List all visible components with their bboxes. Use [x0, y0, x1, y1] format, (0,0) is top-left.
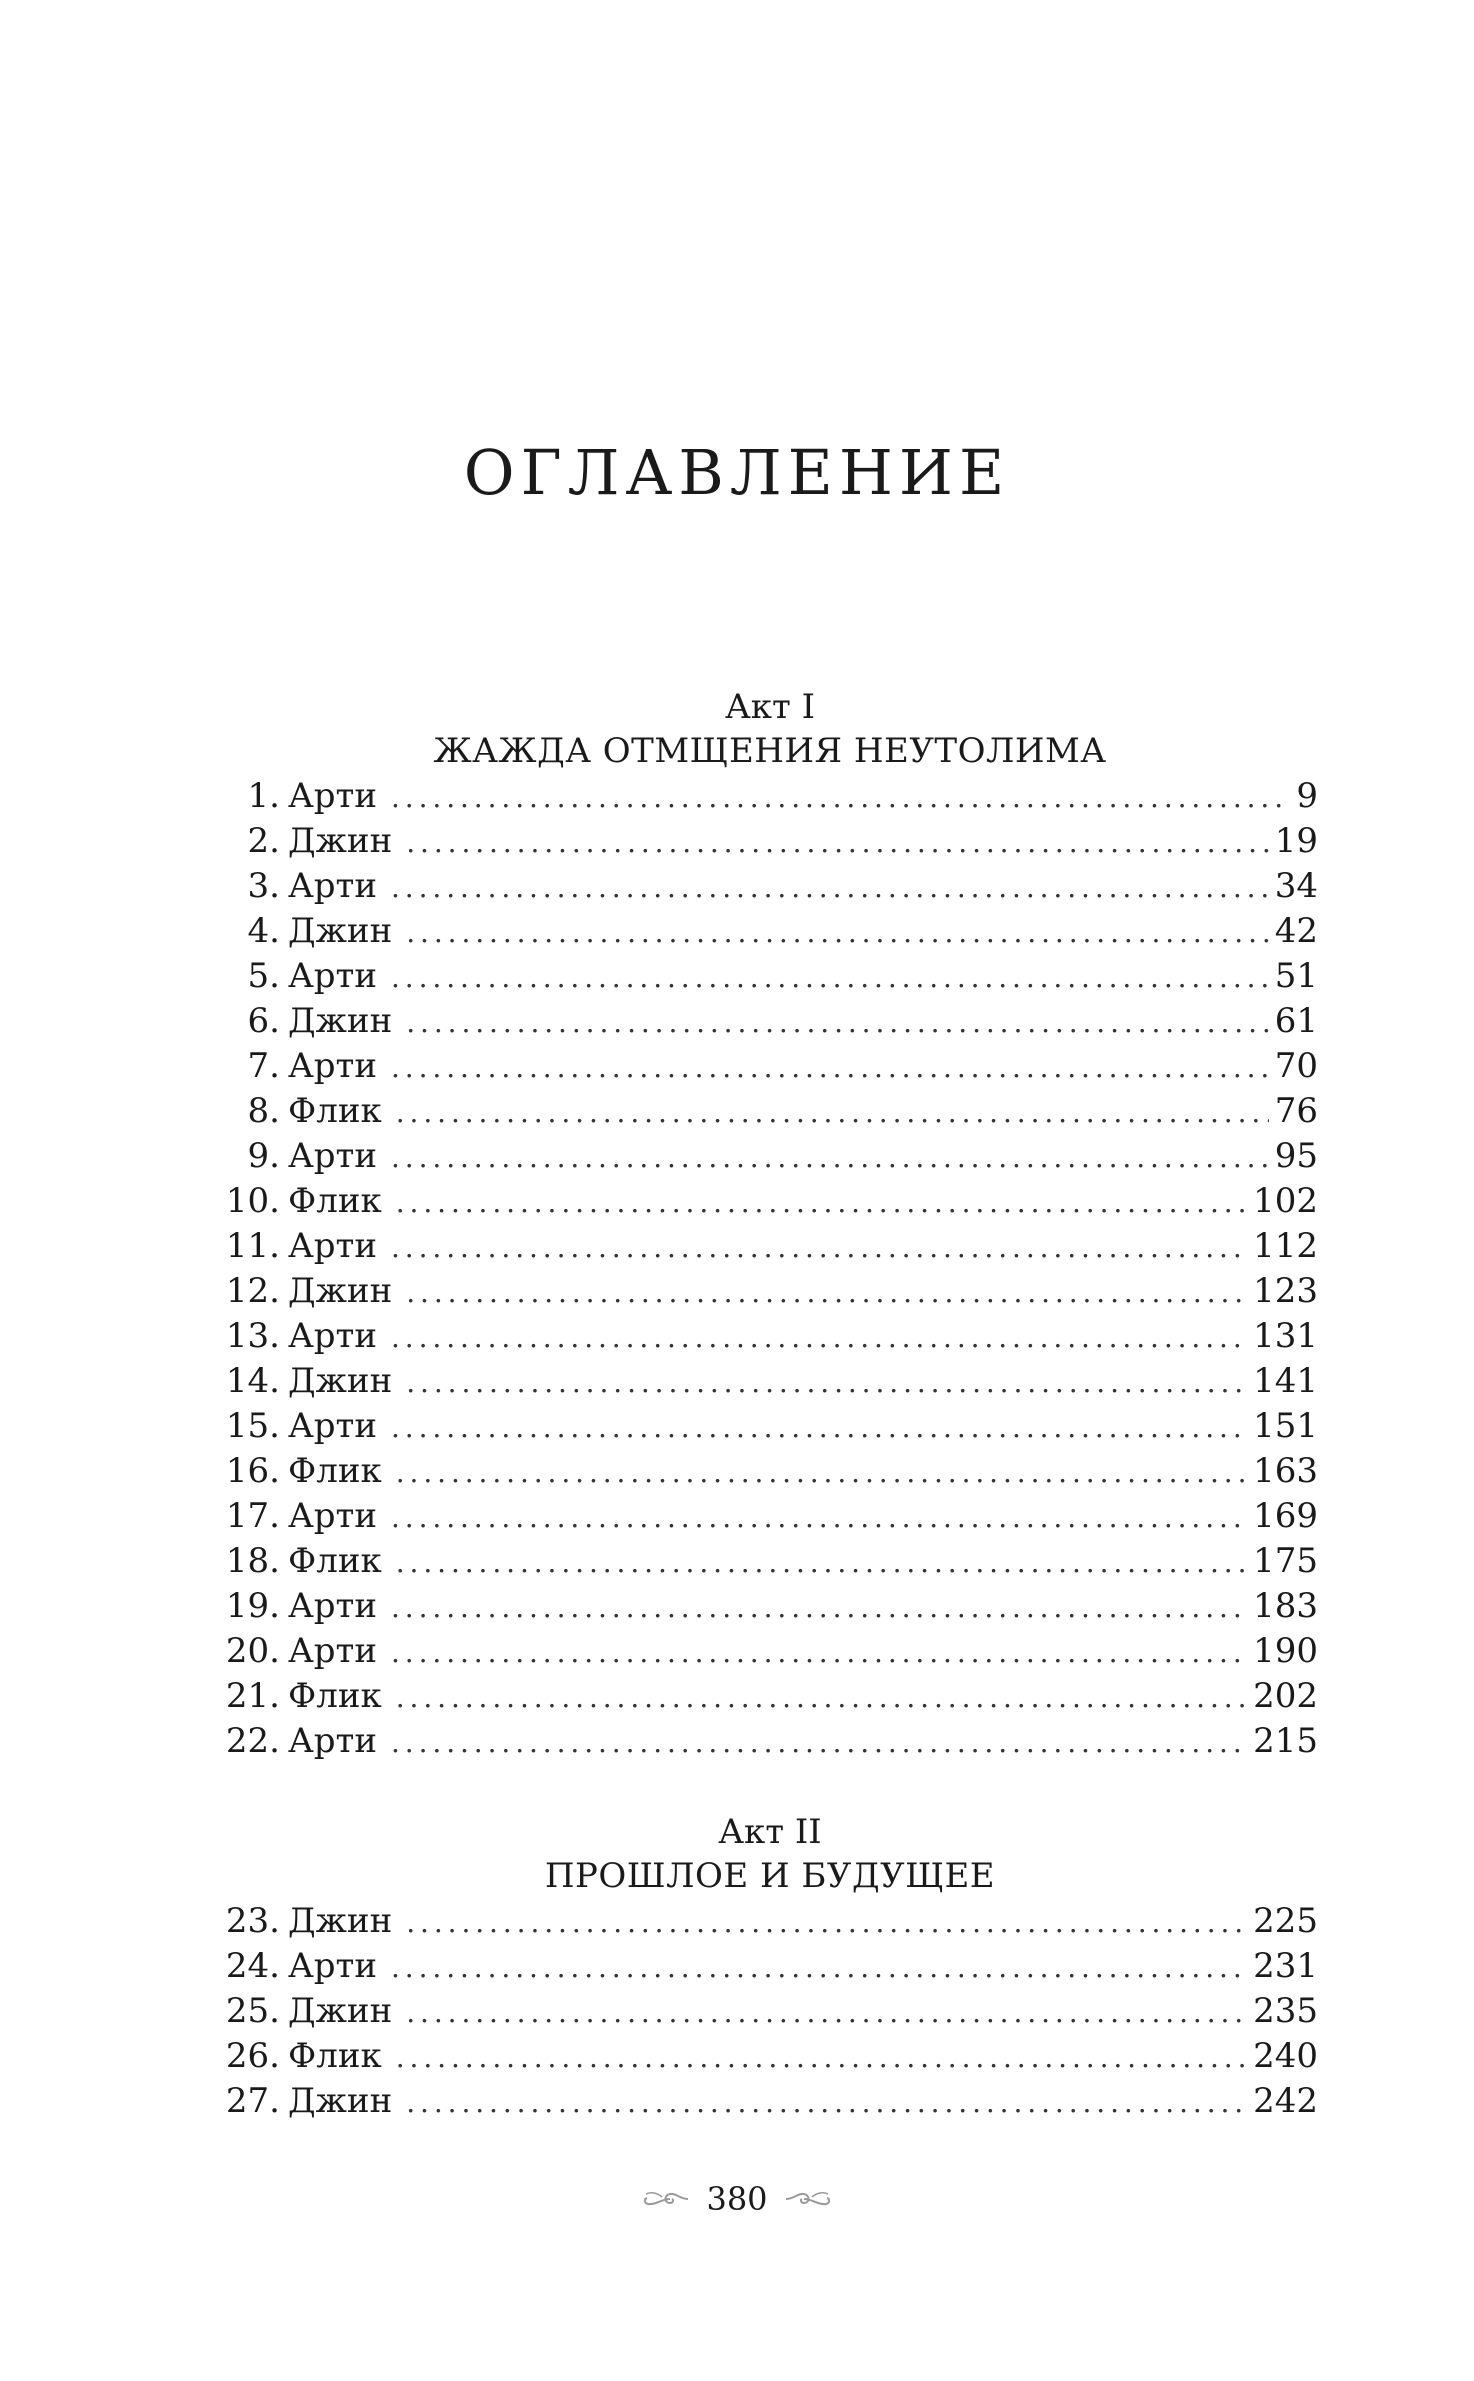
toc-entry: [222, 1944, 1318, 1989]
toc-entry: [222, 1584, 1318, 1629]
act-1-section: [222, 687, 1318, 1764]
chapter-number: 23.: [225, 1901, 280, 1941]
chapter-page-number: 76: [1274, 1091, 1318, 1131]
dot-leader: [391, 1720, 1247, 1765]
chapter-title: Флик: [288, 1676, 382, 1716]
page-number: 380: [706, 2179, 768, 2218]
dot-leader: [391, 1495, 1247, 1540]
chapter-title: Арти: [288, 1046, 377, 1086]
chapter-title: Флик: [288, 2036, 382, 2076]
dot-leader: [396, 1450, 1247, 1495]
chapter-page-number: 9: [1296, 776, 1318, 816]
chapter-page-number: 231: [1253, 1946, 1318, 1986]
toc-entry: [222, 1494, 1318, 1539]
chapter-number: 25.: [225, 1991, 280, 2031]
dot-leader: [406, 1000, 1268, 1045]
chapter-title: Флик: [288, 1541, 382, 1581]
toc-entry: [222, 999, 1318, 1044]
chapter-number: 11.: [225, 1226, 280, 1266]
chapter-title: Арти: [288, 1946, 377, 1986]
ornament-scroll-right-icon: [784, 2183, 832, 2215]
chapter-title: Флик: [288, 1181, 382, 1221]
chapter-title: Арти: [288, 1136, 377, 1176]
chapter-number: 13.: [225, 1316, 280, 1356]
toc-entry: [222, 909, 1318, 954]
dot-leader: [391, 775, 1290, 820]
chapter-number: 15.: [225, 1406, 280, 1446]
chapter-number: 22.: [225, 1721, 280, 1761]
act-2-heading: Акт II: [718, 1812, 822, 1852]
toc-entry: [222, 819, 1318, 864]
chapter-title: Арти: [288, 1316, 377, 1356]
chapter-title: Арти: [288, 1226, 377, 1266]
chapter-number: 26.: [225, 2036, 280, 2076]
toc-entry: [222, 1719, 1318, 1764]
toc-entry: [222, 954, 1318, 999]
chapter-number: 6.: [247, 1001, 280, 1041]
dot-leader: [391, 1315, 1247, 1360]
chapter-title: Джин: [288, 911, 393, 951]
chapter-title: Джин: [288, 821, 393, 861]
chapter-number: 17.: [225, 1496, 280, 1536]
chapter-title: Арти: [288, 1496, 377, 1536]
toc-entry: [222, 1179, 1318, 1224]
dot-leader: [396, 1180, 1247, 1225]
toc-entry: [222, 1674, 1318, 1719]
act-2-section: [222, 1812, 1318, 2124]
chapter-number: 1.: [247, 776, 280, 816]
chapter-page-number: 95: [1274, 1136, 1318, 1176]
dot-leader: [406, 910, 1268, 955]
chapter-title: Джин: [288, 1001, 393, 1041]
chapter-title: Арти: [288, 1586, 377, 1626]
chapter-page-number: 141: [1253, 1361, 1318, 1401]
chapter-page-number: 190: [1253, 1631, 1318, 1671]
chapter-title: Арти: [288, 776, 377, 816]
chapter-number: 3.: [247, 866, 280, 906]
toc-entry: [222, 1269, 1318, 1314]
toc-entry: [222, 1539, 1318, 1584]
chapter-page-number: 169: [1253, 1496, 1318, 1536]
dot-leader: [406, 820, 1268, 865]
chapter-page-number: 215: [1253, 1721, 1318, 1761]
chapter-page-number: 19: [1274, 821, 1318, 861]
chapter-number: 4.: [247, 911, 280, 951]
chapter-number: 2.: [247, 821, 280, 861]
chapter-title: Джин: [288, 1361, 393, 1401]
chapter-number: 16.: [225, 1451, 280, 1491]
chapter-page-number: 102: [1253, 1181, 1318, 1221]
act-2-entries: [222, 1899, 1318, 2124]
chapter-number: 21.: [225, 1676, 280, 1716]
ornament-scroll-left-icon: [642, 2183, 690, 2215]
chapter-number: 27.: [225, 2081, 280, 2121]
chapter-title: Флик: [288, 1451, 382, 1491]
chapter-title: Джин: [288, 1901, 393, 1941]
toc-entry: [222, 1989, 1318, 2034]
chapter-number: 8.: [247, 1091, 280, 1131]
chapter-page-number: 240: [1253, 2036, 1318, 2076]
chapter-page-number: 61: [1274, 1001, 1318, 1041]
toc-entry: [222, 1629, 1318, 1674]
chapter-title: Арти: [288, 956, 377, 996]
dot-leader: [391, 865, 1269, 910]
chapter-number: 9.: [247, 1136, 280, 1176]
toc-entry: [222, 1359, 1318, 1404]
chapter-number: 24.: [225, 1946, 280, 1986]
chapter-number: 18.: [225, 1541, 280, 1581]
dot-leader: [396, 1675, 1247, 1720]
dot-leader: [406, 1990, 1247, 2035]
dot-leader: [391, 1945, 1247, 1990]
toc-entry: [222, 2034, 1318, 2079]
toc-entry: [222, 1899, 1318, 1944]
chapter-page-number: 112: [1253, 1226, 1318, 1266]
act-1-heading: Акт I: [724, 687, 816, 727]
dot-leader: [406, 2080, 1247, 2125]
dot-leader: [391, 1225, 1247, 1270]
chapter-number: 5.: [247, 956, 280, 996]
dot-leader: [391, 955, 1269, 1000]
chapter-title: Арти: [288, 866, 377, 906]
chapter-number: 20.: [225, 1631, 280, 1671]
chapter-title: Флик: [288, 1091, 382, 1131]
chapter-page-number: 151: [1253, 1406, 1318, 1446]
chapter-page-number: 131: [1253, 1316, 1318, 1356]
dot-leader: [391, 1585, 1247, 1630]
page-title: ОГЛАВЛЕНИЕ: [463, 436, 1011, 509]
dot-leader: [406, 1360, 1247, 1405]
toc-entry: [222, 1449, 1318, 1494]
toc-entry: [222, 1314, 1318, 1359]
dot-leader: [406, 1270, 1247, 1315]
toc-entry: [222, 1044, 1318, 1089]
chapter-number: 7.: [247, 1046, 280, 1086]
dot-leader: [391, 1405, 1247, 1450]
dot-leader: [396, 1090, 1269, 1135]
act-1-entries: [222, 774, 1318, 1764]
chapter-title: Джин: [288, 1991, 393, 2031]
chapter-page-number: 70: [1274, 1046, 1318, 1086]
act-2-subtitle: ПРОШЛОЕ И БУДУЩЕЕ: [544, 1856, 996, 1896]
dot-leader: [391, 1630, 1247, 1675]
chapter-number: 10.: [225, 1181, 280, 1221]
chapter-page-number: 51: [1274, 956, 1318, 996]
dot-leader: [406, 1900, 1247, 1945]
chapter-page-number: 42: [1274, 911, 1318, 951]
act-1-subtitle: ЖАЖДА ОТМЩЕНИЯ НЕУТОЛИМА: [433, 731, 1107, 771]
chapter-title: Джин: [288, 2081, 393, 2121]
dot-leader: [391, 1045, 1269, 1090]
toc-entry: [222, 864, 1318, 909]
chapter-title: Арти: [288, 1406, 377, 1446]
toc-entry: [222, 1134, 1318, 1179]
dot-leader: [396, 1540, 1247, 1585]
chapter-number: 19.: [225, 1586, 280, 1626]
page-footer: [0, 2179, 1474, 2218]
dot-leader: [391, 1135, 1269, 1180]
chapter-page-number: 235: [1253, 1991, 1318, 2031]
chapter-page-number: 163: [1253, 1451, 1318, 1491]
toc-entry: [222, 1404, 1318, 1449]
chapter-title: Джин: [288, 1271, 393, 1311]
toc-entry: [222, 774, 1318, 819]
chapter-page-number: 183: [1253, 1586, 1318, 1626]
chapter-title: Арти: [288, 1721, 377, 1761]
chapter-title: Арти: [288, 1631, 377, 1671]
toc-entry: [222, 1089, 1318, 1134]
chapter-page-number: 225: [1253, 1901, 1318, 1941]
chapter-number: 12.: [225, 1271, 280, 1311]
chapter-page-number: 175: [1253, 1541, 1318, 1581]
chapter-page-number: 34: [1274, 866, 1318, 906]
toc-entry: [222, 2079, 1318, 2124]
chapter-page-number: 123: [1253, 1271, 1318, 1311]
toc-entry: [222, 1224, 1318, 1269]
chapter-page-number: 202: [1253, 1676, 1318, 1716]
chapter-number: 14.: [225, 1361, 280, 1401]
chapter-page-number: 242: [1253, 2081, 1318, 2121]
dot-leader: [396, 2035, 1247, 2080]
